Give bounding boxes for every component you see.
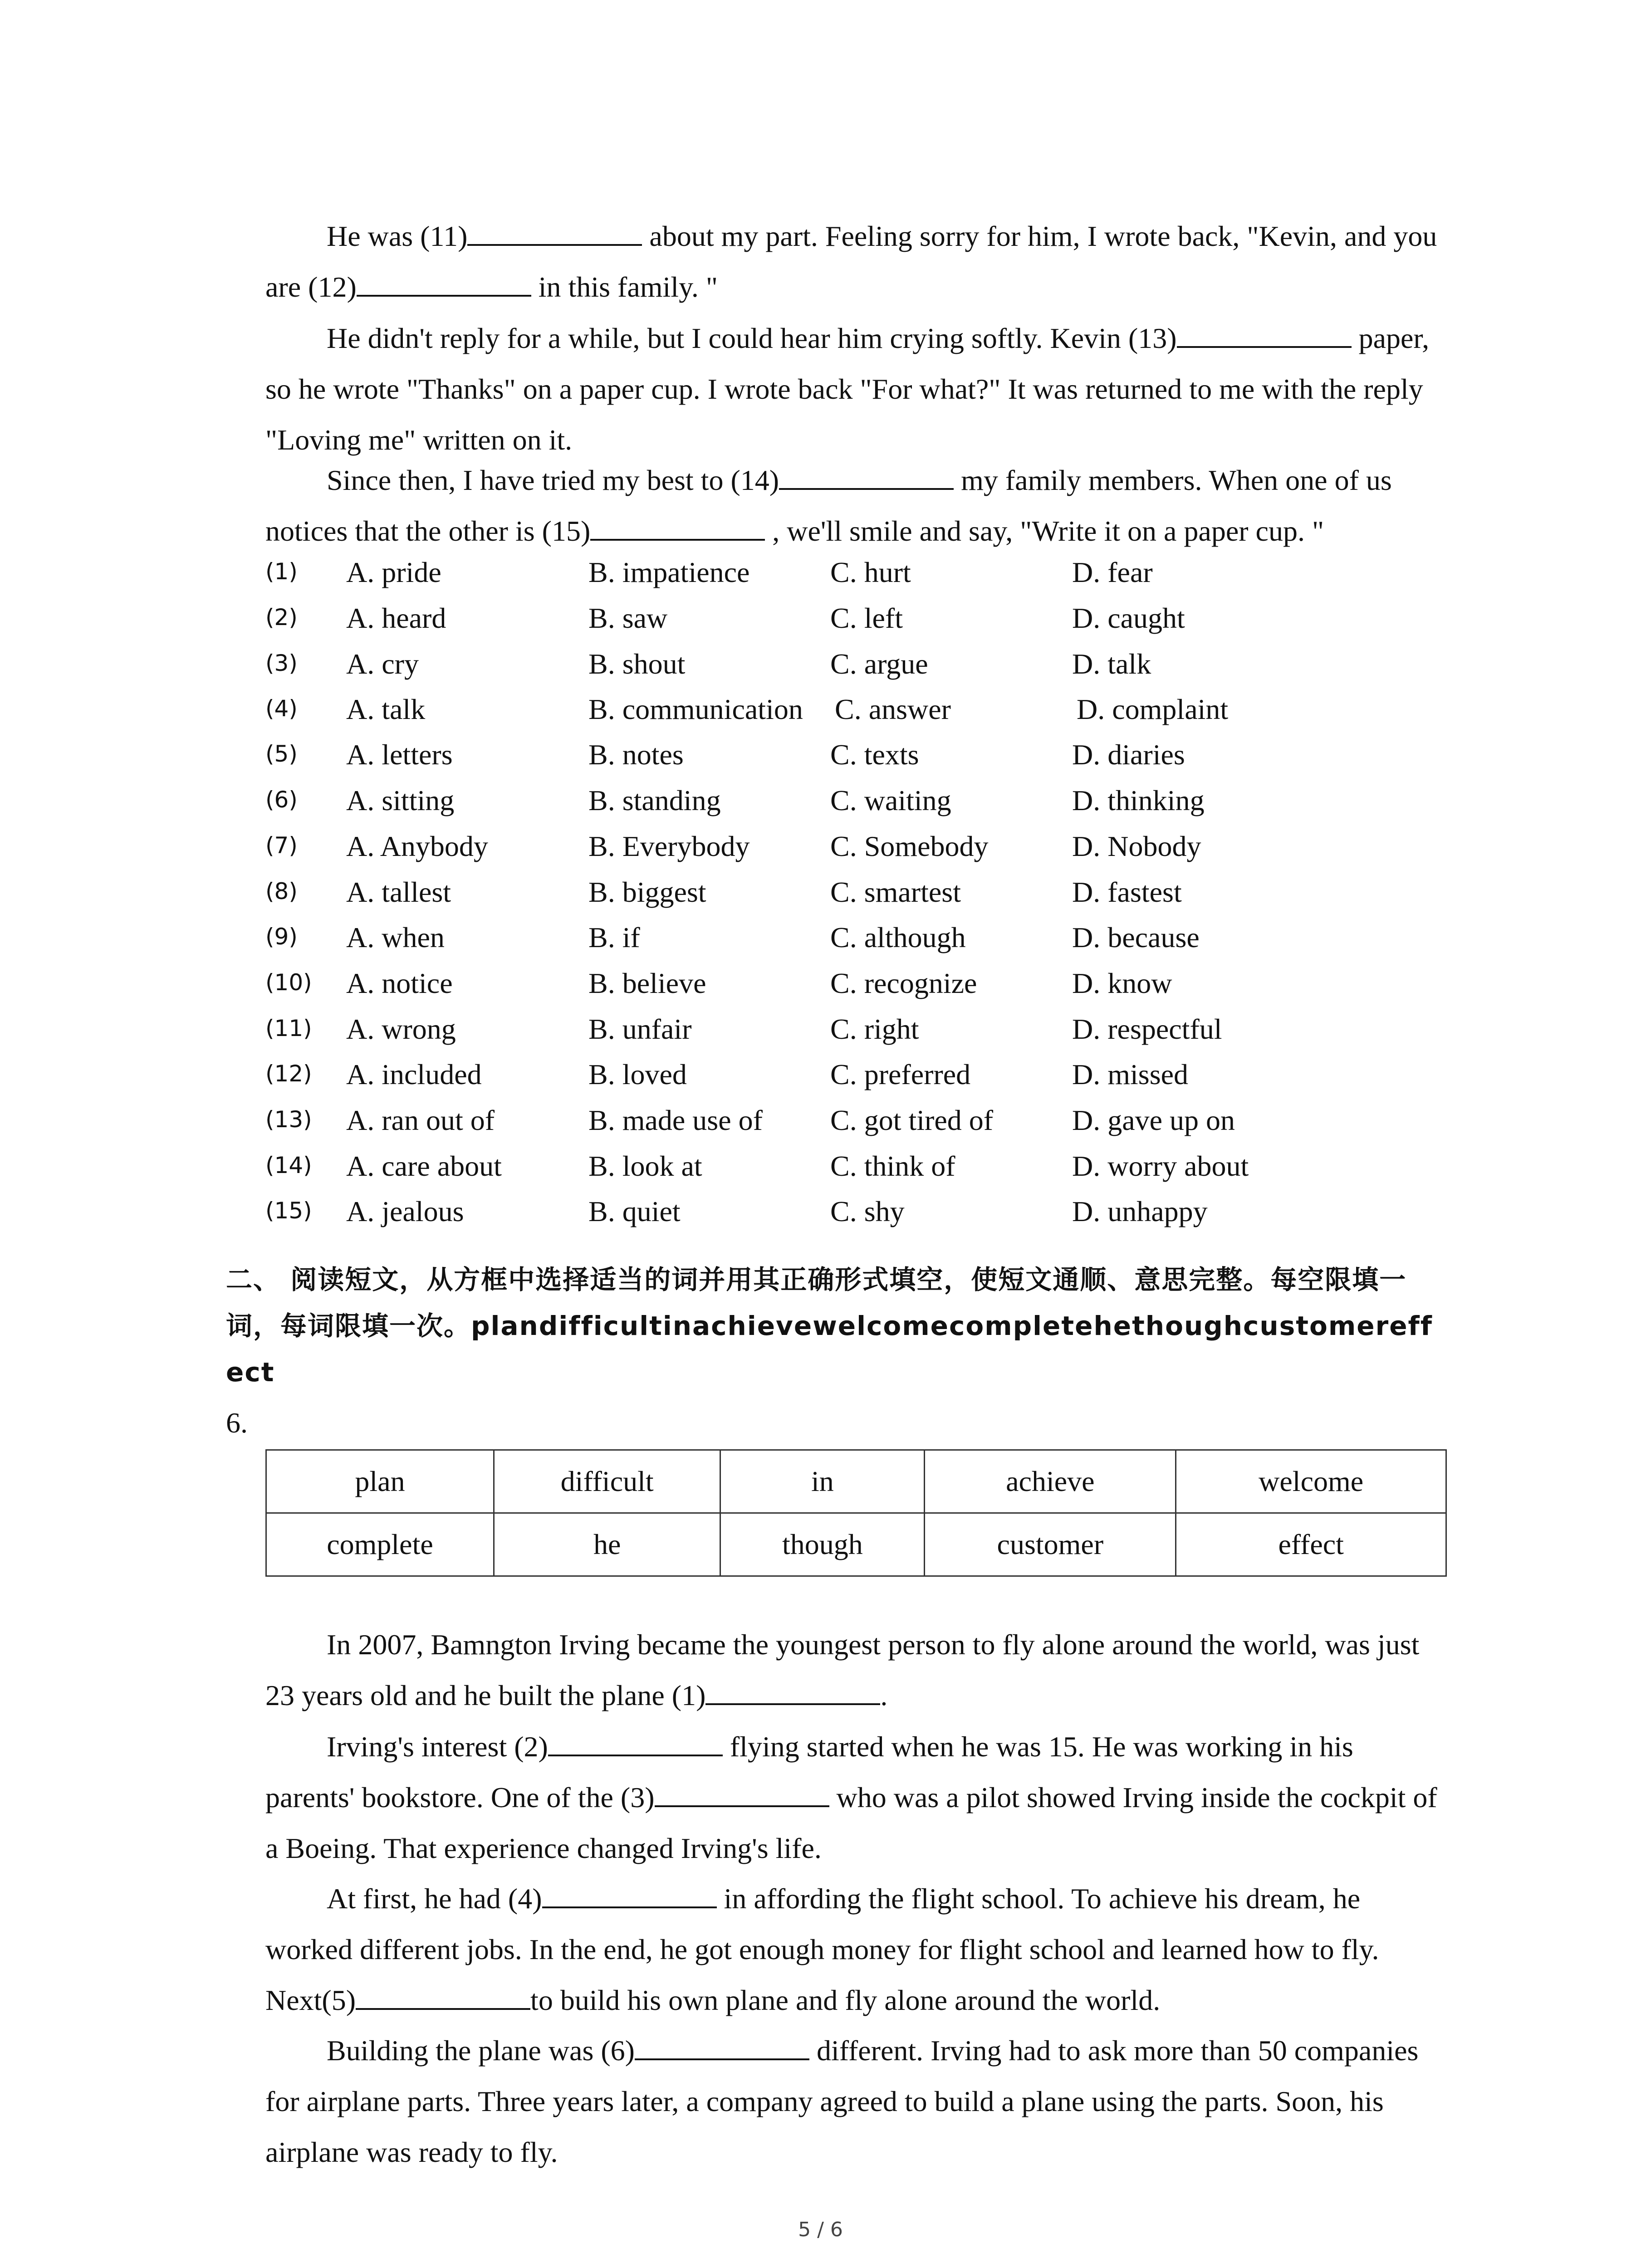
answer-blank-3[interactable] <box>655 1776 829 1807</box>
word-box-cell: in <box>720 1450 925 1513</box>
option-a[interactable]: A. pride <box>346 556 441 588</box>
question-number: (13) <box>265 1106 312 1133</box>
option-c[interactable]: C. right <box>830 1013 919 1045</box>
option-a[interactable]: A. wrong <box>346 1013 456 1045</box>
option-c[interactable]: C. Somebody <box>830 830 989 862</box>
option-b[interactable]: B. Everybody <box>588 830 750 862</box>
option-d[interactable]: D. thinking <box>1072 784 1205 816</box>
text: At first, he had (4) <box>327 1882 542 1915</box>
option-c[interactable]: C. think of <box>830 1150 955 1182</box>
option-b[interactable]: B. biggest <box>588 876 706 908</box>
question-number: (8) <box>265 878 298 904</box>
option-a[interactable]: A. heard <box>346 602 446 634</box>
option-c[interactable]: C. shy <box>830 1195 905 1227</box>
answer-blank-15[interactable] <box>590 510 765 541</box>
option-b[interactable]: B. impatience <box>588 556 750 588</box>
answer-blank-11[interactable] <box>467 215 642 246</box>
option-c[interactable]: C. argue <box>830 648 928 680</box>
answer-blank-4[interactable] <box>542 1877 717 1908</box>
text: Since then, I have tried my best to (14) <box>327 464 779 496</box>
question-number: (9) <box>265 924 298 950</box>
question-number: (2) <box>265 604 298 631</box>
option-b[interactable]: B. look at <box>588 1150 702 1182</box>
option-c[interactable]: C. preferred <box>830 1058 971 1090</box>
text: in this family. " <box>531 271 718 303</box>
option-b[interactable]: B. made use of <box>588 1104 763 1136</box>
passage2-paragraph-4 <box>265 2025 1450 2178</box>
option-d[interactable]: D. Nobody <box>1072 830 1201 862</box>
option-a[interactable]: A. jealous <box>346 1195 464 1227</box>
text: to build his own plane and fly alone around the world. <box>530 1984 1161 2016</box>
passage2-paragraph-3 <box>265 1873 1450 2026</box>
option-a[interactable]: A. talk <box>346 693 426 725</box>
answer-blank-1[interactable] <box>705 1674 880 1705</box>
answer-blank-13[interactable] <box>1177 317 1352 348</box>
option-d[interactable]: D. diaries <box>1072 738 1185 771</box>
section-heading: 二、 阅读短文，从方框中选择适当的词并用其正确形式填空，使短文通顺、意思完整。每空限填一词，每词限填一次。plandifficultinachievewelcomecompletehethoughcustomereffect <box>226 1264 1433 1388</box>
option-b[interactable]: B. believe <box>588 967 706 999</box>
option-a[interactable]: A. letters <box>346 738 453 771</box>
answer-blank-14[interactable] <box>779 459 954 490</box>
question-number: (14) <box>265 1152 312 1178</box>
question-number: (6) <box>265 787 298 813</box>
option-c[interactable]: C. waiting <box>830 784 951 816</box>
answer-blank-2[interactable] <box>548 1725 723 1756</box>
passage1-paragraph-2 <box>265 313 1450 465</box>
option-b[interactable]: B. standing <box>588 784 721 816</box>
text: paper, so he wrote "Thanks" on a paper cup. I wrote back "For what?" It was returned to me with the reply "Loving me" written on it. <box>265 322 1430 456</box>
text: my family members. When one of us notices that the other is (15) <box>265 464 1392 547</box>
text: . <box>880 1679 888 1711</box>
option-d[interactable]: D. missed <box>1072 1058 1188 1090</box>
option-b[interactable]: B. notes <box>588 738 684 771</box>
option-c[interactable]: C. recognize <box>830 967 977 999</box>
question-number: (7) <box>265 832 298 859</box>
option-d[interactable]: D. unhappy <box>1072 1195 1208 1227</box>
option-b[interactable]: B. loved <box>588 1058 687 1090</box>
answer-blank-6[interactable] <box>635 2029 809 2060</box>
option-a[interactable]: A. included <box>346 1058 482 1090</box>
question-number: (15) <box>265 1198 312 1224</box>
option-c[interactable]: C. left <box>830 602 903 634</box>
option-d[interactable]: D. fear <box>1072 556 1153 588</box>
option-a[interactable]: A. tallest <box>346 876 451 908</box>
word-box-cell: achieve <box>925 1450 1176 1513</box>
option-c[interactable]: C. hurt <box>830 556 911 588</box>
question-number: (4) <box>265 695 298 722</box>
passage1-paragraph-1 <box>265 211 1450 313</box>
answer-blank-12[interactable] <box>357 266 531 297</box>
word-box-cell: difficult <box>494 1450 720 1513</box>
text: Irving's interest (2) <box>327 1730 548 1763</box>
option-d[interactable]: D. respectful <box>1072 1013 1222 1045</box>
option-a[interactable]: A. when <box>346 921 445 953</box>
option-d[interactable]: D. know <box>1072 967 1172 999</box>
option-a[interactable]: A. care about <box>346 1150 502 1182</box>
word-box-cell: plan <box>266 1450 494 1513</box>
option-d[interactable]: D. gave up on <box>1072 1104 1235 1136</box>
text: who was a pilot showed Irving inside the cockpit of a Boeing. That experience changed Irving's life. <box>265 1781 1437 1864</box>
question-number: (1) <box>265 558 298 585</box>
text: about my part. Feeling sorry for him, I wrote back, "Kevin, and you are (12) <box>265 220 1437 303</box>
passage2-paragraph-2 <box>265 1721 1450 1874</box>
text: He didn't reply for a while, but I could hear him crying softly. Kevin (13) <box>327 322 1177 354</box>
option-a[interactable]: A. cry <box>346 648 419 680</box>
option-c[interactable]: C. although <box>830 921 966 953</box>
option-d[interactable]: D. because <box>1072 921 1200 953</box>
word-box-cell: he <box>494 1513 720 1576</box>
option-d[interactable]: D. caught <box>1072 602 1185 634</box>
option-d[interactable]: D. complaint <box>1077 693 1229 725</box>
word-box-cell: customer <box>925 1513 1176 1576</box>
option-c[interactable]: C. smartest <box>830 876 961 908</box>
question-number: (3) <box>265 650 298 676</box>
option-a[interactable]: A. notice <box>346 967 453 999</box>
word-box-cell: effect <box>1176 1513 1446 1576</box>
text: , we'll smile and say, "Write it on a paper cup. " <box>765 515 1324 547</box>
passage2-paragraph-1 <box>265 1619 1450 1721</box>
passage1-paragraph-3 <box>265 455 1450 557</box>
option-d[interactable]: D. worry about <box>1072 1150 1249 1182</box>
text: flying started when he was 15. He was working in his parents' bookstore. One of the (3) <box>265 1730 1353 1813</box>
question-number: (10) <box>265 969 312 996</box>
text: In 2007, Bamngton Irving became the youngest person to fly alone around the world, was just 23 years old and he built the plane (1) <box>265 1628 1420 1711</box>
word-box <box>265 1449 1447 1577</box>
option-b[interactable]: B. unfair <box>588 1013 692 1045</box>
option-a[interactable]: A. sitting <box>346 784 455 816</box>
word-box-cell: complete <box>266 1513 494 1576</box>
option-c[interactable]: C. texts <box>830 738 919 771</box>
word-box-row <box>266 1513 1446 1576</box>
option-d[interactable]: D. talk <box>1072 648 1151 680</box>
question-number: (11) <box>265 1015 312 1041</box>
option-c[interactable]: C. got tired of <box>830 1104 994 1136</box>
word-box-cell: welcome <box>1176 1450 1446 1513</box>
option-b[interactable]: B. saw <box>588 602 668 634</box>
text: in affording the flight school. To achieve his dream, he worked different jobs. In the end, he got enough money for flight school and learned how to fly. Next(5) <box>265 1882 1379 2016</box>
option-b[interactable]: B. if <box>588 921 640 953</box>
text: different. Irving had to ask more than 50 companies for airplane parts. Three years later, a company agreed to build a plane using the parts. Soon, his airplane was ready to fly. <box>265 2034 1419 2168</box>
option-a[interactable]: A. ran out of <box>346 1104 495 1136</box>
option-b[interactable]: B. shout <box>588 648 686 680</box>
option-c[interactable]: C. answer <box>835 693 951 725</box>
word-box-cell: though <box>720 1513 925 1576</box>
question-number: (12) <box>265 1061 312 1087</box>
option-b[interactable]: B. quiet <box>588 1195 681 1227</box>
option-a[interactable]: A. Anybody <box>346 830 488 862</box>
question-number: 6. <box>226 1407 248 1439</box>
word-box-row <box>266 1450 1446 1513</box>
page-number: 5 / 6 <box>798 2218 843 2241</box>
text: Building the plane was (6) <box>327 2034 635 2067</box>
text: He was (11) <box>327 220 468 252</box>
answer-blank-5[interactable] <box>356 1979 530 2010</box>
option-d[interactable]: D. fastest <box>1072 876 1182 908</box>
question-number: (5) <box>265 741 298 767</box>
option-b[interactable]: B. communication <box>588 693 803 725</box>
